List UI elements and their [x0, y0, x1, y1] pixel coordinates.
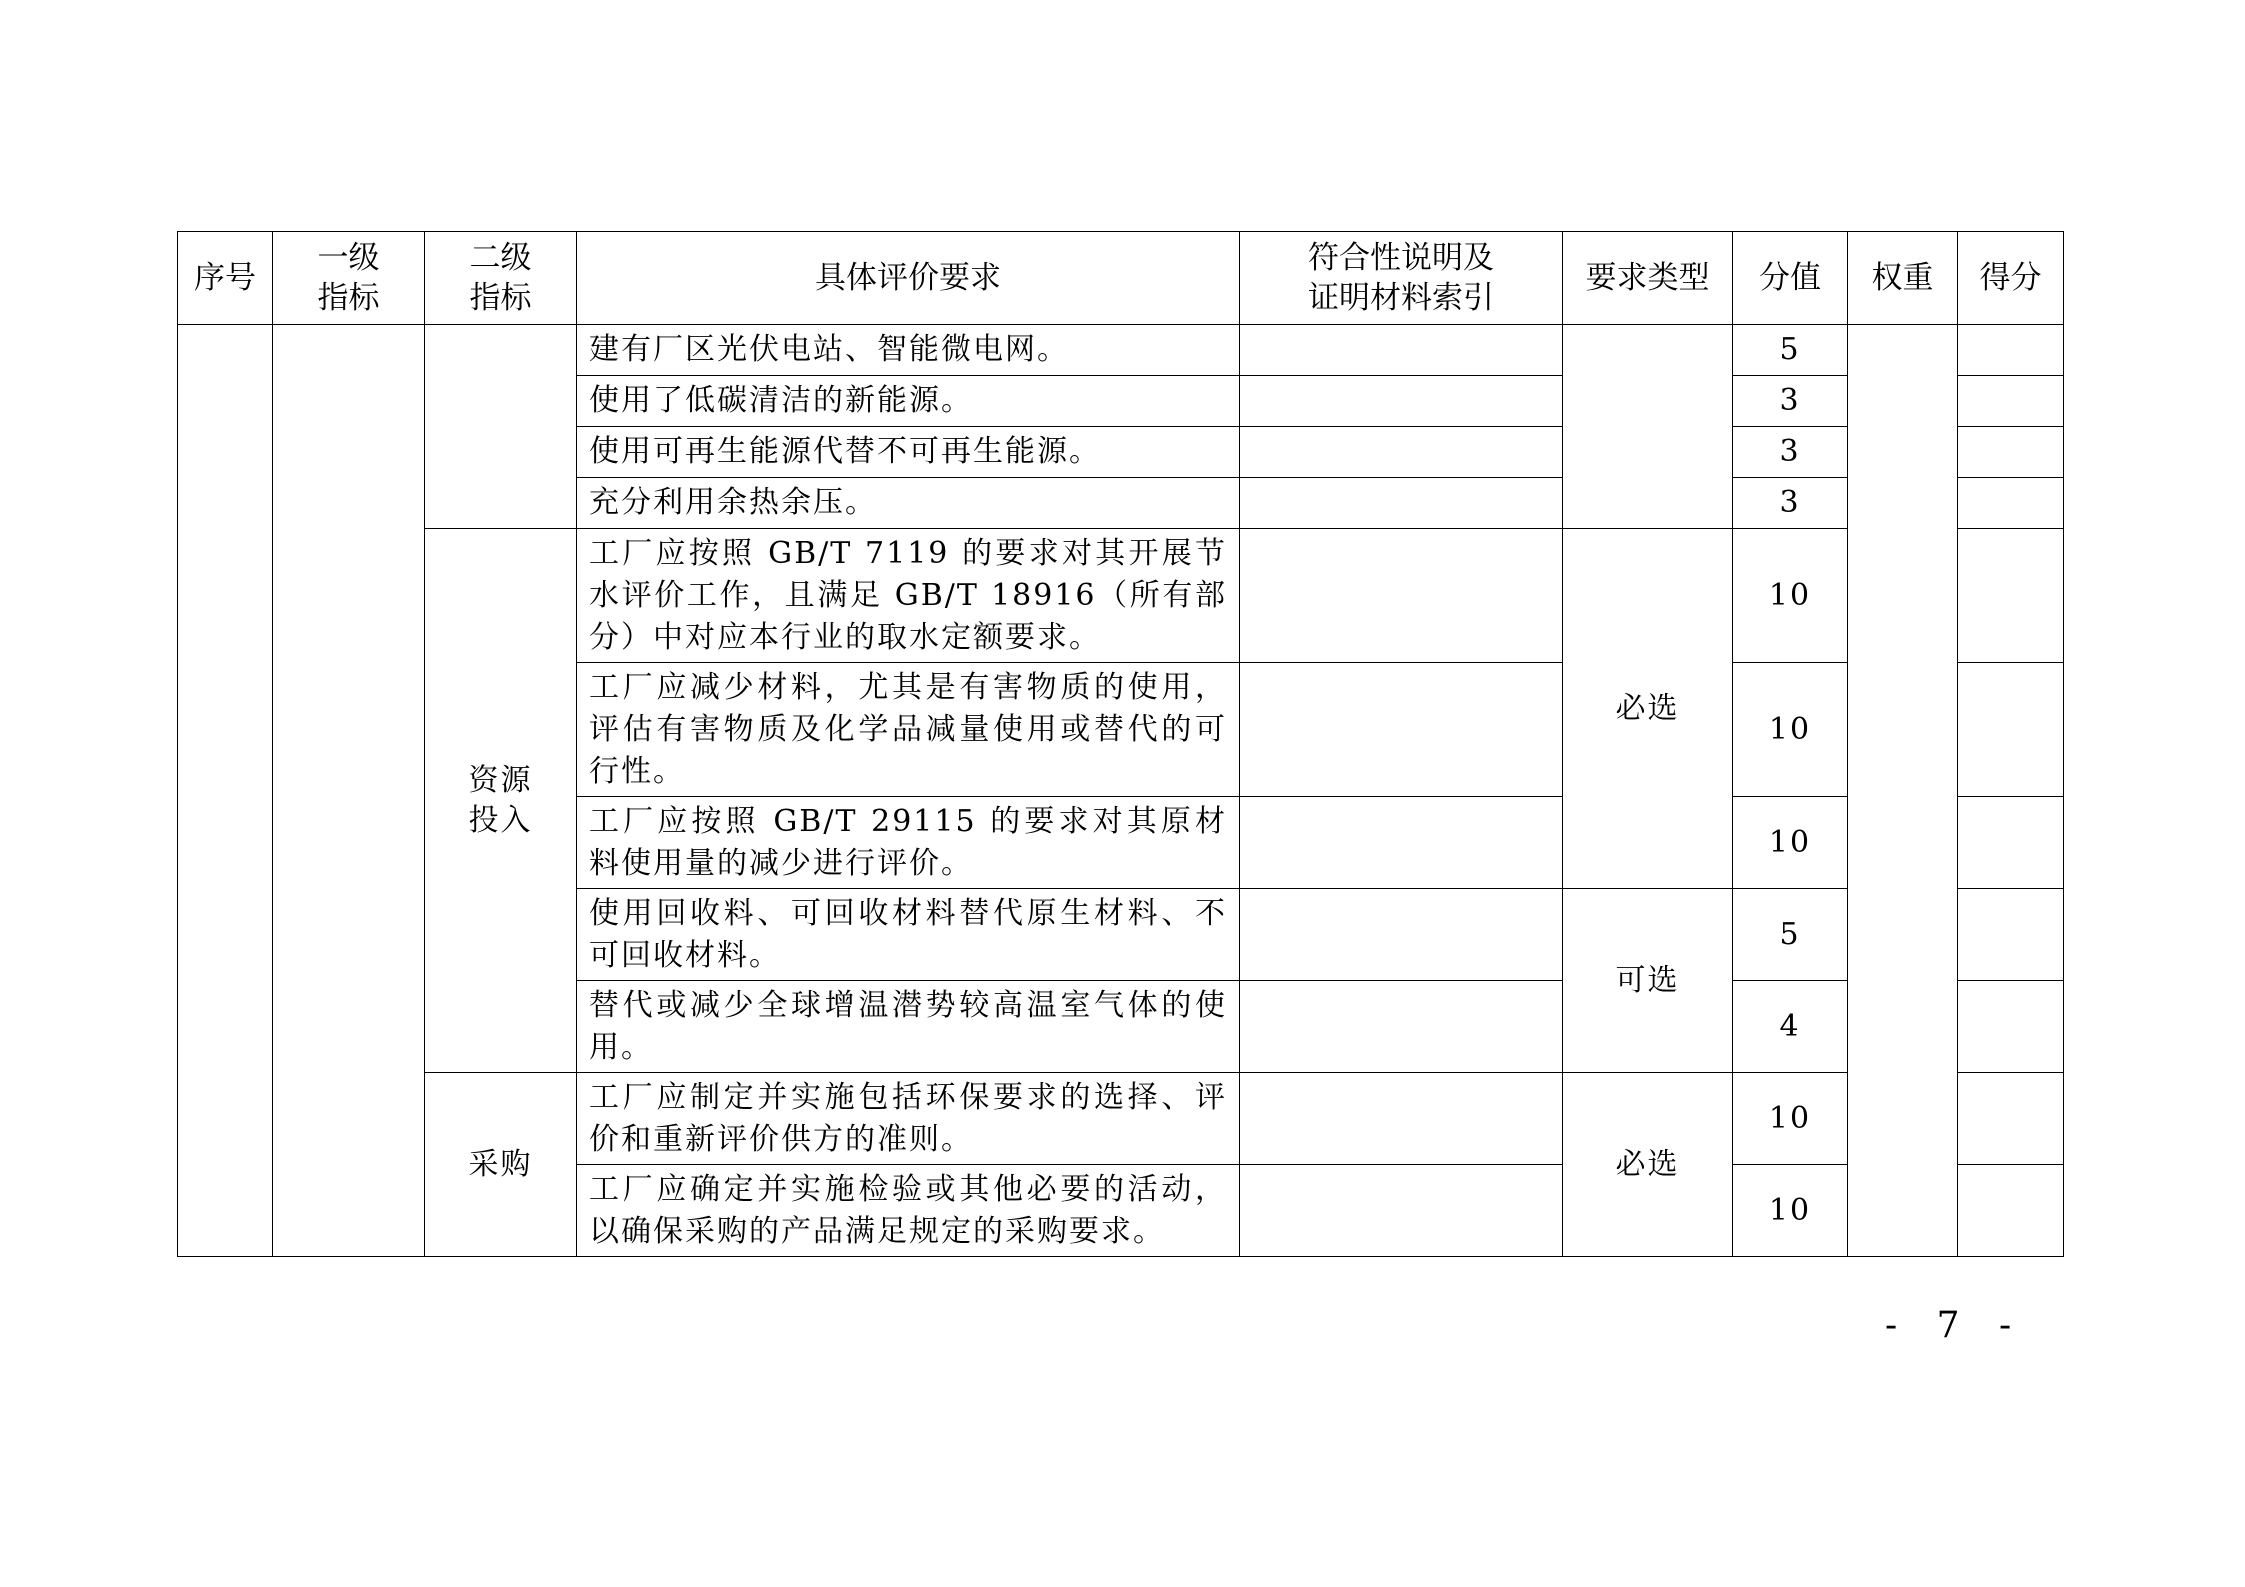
result-cell [1958, 376, 2064, 427]
evaluation-table [177, 231, 2064, 1257]
score-cell: 5 [1733, 889, 1848, 981]
header-result: 得分 [1958, 232, 2064, 325]
result-cell [1958, 1165, 2064, 1257]
result-cell [1958, 529, 2064, 663]
header-weight: 权重 [1848, 232, 1958, 325]
header-level1: 一级 指标 [273, 232, 425, 325]
level2-cell-energy [425, 325, 577, 529]
evidence-cell [1240, 797, 1563, 889]
evidence-cell [1240, 427, 1563, 478]
type-cell [1563, 325, 1733, 529]
requirement-cell: 工厂应制定并实施包括环保要求的选择、评价和重新评价供方的准则。 [577, 1073, 1240, 1165]
header-row [178, 232, 2064, 325]
evidence-cell [1240, 1073, 1563, 1165]
requirement-cell: 工厂应按照 GB/T 29115 的要求对其原材料使用量的减少进行评价。 [577, 797, 1240, 889]
evidence-cell [1240, 325, 1563, 376]
score-cell: 3 [1733, 478, 1848, 529]
requirement-cell: 使用了低碳清洁的新能源。 [577, 376, 1240, 427]
evidence-cell [1240, 376, 1563, 427]
evidence-cell [1240, 889, 1563, 981]
evidence-cell [1240, 981, 1563, 1073]
table-row [178, 529, 2064, 663]
score-cell: 10 [1733, 663, 1848, 797]
requirement-cell: 充分利用余热余压。 [577, 478, 1240, 529]
evidence-cell [1240, 478, 1563, 529]
result-cell [1958, 478, 2064, 529]
level2-cell-procurement: 采购 [425, 1073, 577, 1257]
requirement-cell: 替代或减少全球增温潜势较高温室气体的使用。 [577, 981, 1240, 1073]
result-cell [1958, 427, 2064, 478]
level2-cell-resource-input: 资源 投入 [425, 529, 577, 1073]
requirement-cell: 使用回收料、可回收材料替代原生材料、不可回收材料。 [577, 889, 1240, 981]
type-cell-mandatory: 必选 [1563, 1073, 1733, 1257]
header-seq: 序号 [178, 232, 273, 325]
result-cell [1958, 325, 2064, 376]
result-cell [1958, 663, 2064, 797]
requirement-cell: 使用可再生能源代替不可再生能源。 [577, 427, 1240, 478]
header-level2: 二级 指标 [425, 232, 577, 325]
score-cell: 10 [1733, 529, 1848, 663]
seq-cell [178, 325, 273, 1257]
score-cell: 10 [1733, 1073, 1848, 1165]
result-cell [1958, 1073, 2064, 1165]
type-cell-mandatory: 必选 [1563, 529, 1733, 889]
result-cell [1958, 889, 2064, 981]
score-cell: 3 [1733, 427, 1848, 478]
header-score: 分值 [1733, 232, 1848, 325]
header-evidence: 符合性说明及 证明材料索引 [1240, 232, 1563, 325]
evidence-cell [1240, 529, 1563, 663]
score-cell: 4 [1733, 981, 1848, 1073]
requirement-cell: 工厂应减少材料，尤其是有害物质的使用，评估有害物质及化学品减量使用或替代的可行性。 [577, 663, 1240, 797]
score-cell: 10 [1733, 797, 1848, 889]
page-number: - 7 - [1885, 1305, 2026, 1346]
level1-cell [273, 325, 425, 1257]
requirement-cell: 工厂应按照 GB/T 7119 的要求对其开展节水评价工作，且满足 GB/T 18916（所有部分）中对应本行业的取水定额要求。 [577, 529, 1240, 663]
table-row [178, 325, 2064, 376]
evidence-cell [1240, 663, 1563, 797]
header-requirement: 具体评价要求 [577, 232, 1240, 325]
evidence-cell [1240, 1165, 1563, 1257]
type-cell-optional: 可选 [1563, 889, 1733, 1073]
score-cell: 10 [1733, 1165, 1848, 1257]
score-cell: 3 [1733, 376, 1848, 427]
result-cell [1958, 797, 2064, 889]
requirement-cell: 建有厂区光伏电站、智能微电网。 [577, 325, 1240, 376]
header-type: 要求类型 [1563, 232, 1733, 325]
score-cell: 5 [1733, 325, 1848, 376]
requirement-cell: 工厂应确定并实施检验或其他必要的活动，以确保采购的产品满足规定的采购要求。 [577, 1165, 1240, 1257]
result-cell [1958, 981, 2064, 1073]
weight-cell [1848, 325, 1958, 1257]
table-row [178, 1073, 2064, 1165]
